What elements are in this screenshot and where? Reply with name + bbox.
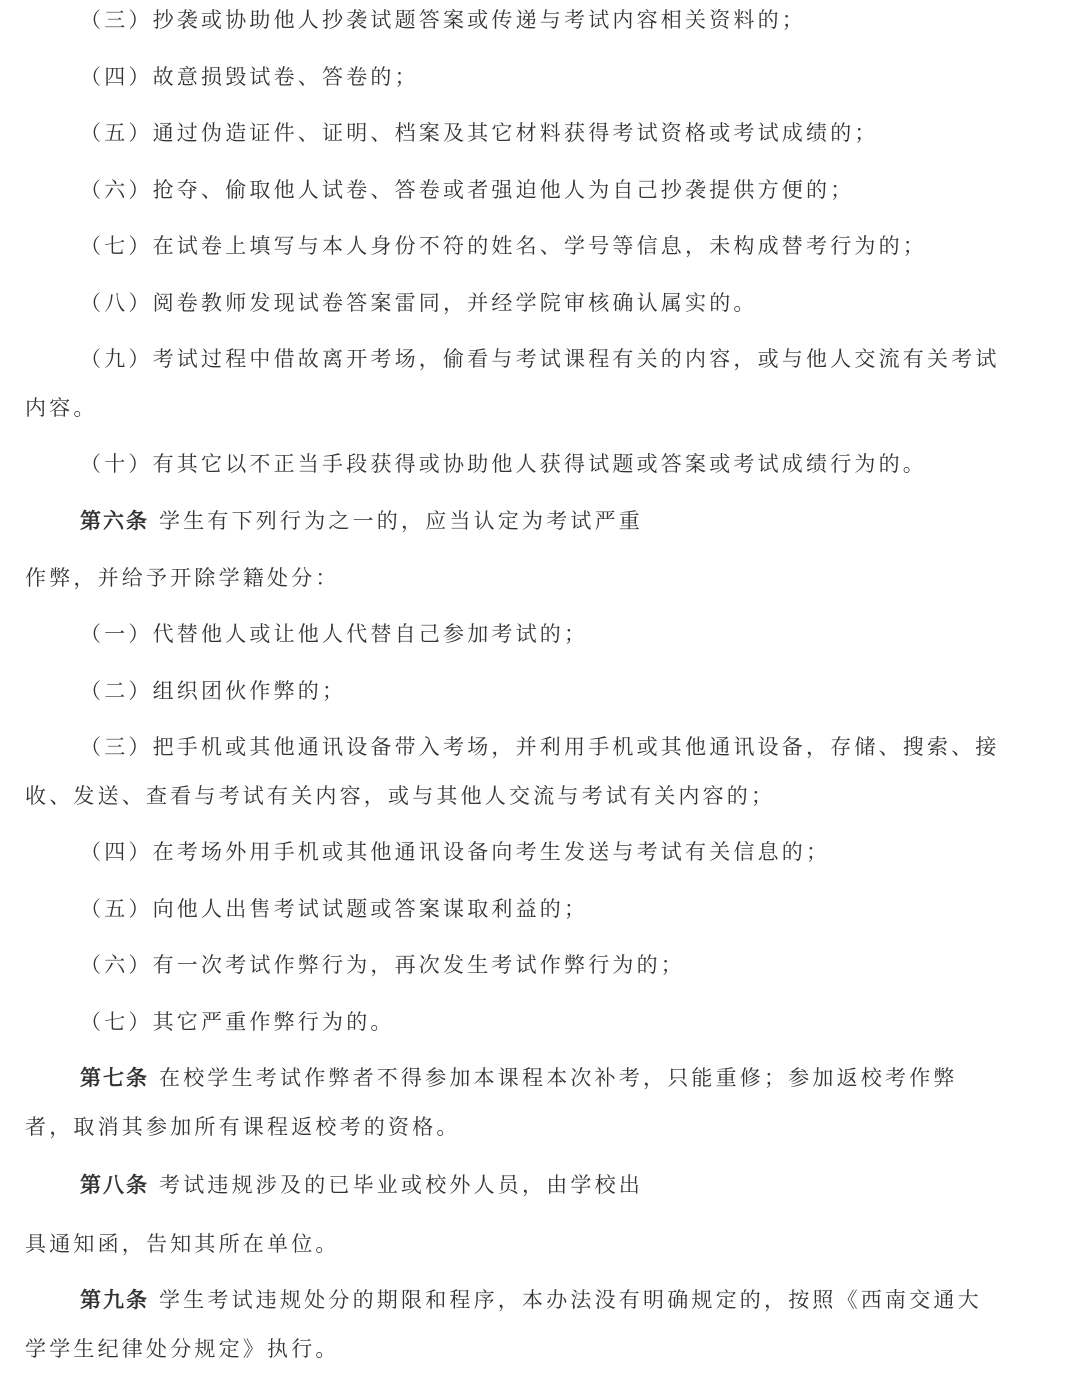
article-label: 第六条 — [80, 509, 149, 533]
list-item-continuation: 内容。 — [25, 396, 98, 420]
article-text: 考试违规涉及的已毕业或校外人员，由学校出 — [159, 1173, 643, 1197]
article-continuation: 作弊，并给予开除学籍处分： — [25, 566, 340, 590]
list-item: （六）有一次考试作弊行为，再次发生考试作弊行为的； — [80, 953, 685, 977]
list-item: （四）在考场外用手机或其他通讯设备向考生发送与考试有关信息的； — [80, 840, 831, 864]
article-continuation: 具通知函，告知其所在单位。 — [25, 1232, 340, 1256]
list-item: （五）通过伪造证件、证明、档案及其它材料获得考试资格或考试成绩的； — [80, 121, 879, 145]
list-item: （五）向他人出售考试试题或答案谋取利益的； — [80, 897, 589, 921]
article-paragraph — [80, 506, 643, 536]
list-item: （二）组织团伙作弊的； — [80, 679, 347, 703]
list-item: （八）阅卷教师发现试卷答案雷同，并经学院审核确认属实的。 — [80, 291, 758, 315]
article-continuation: 者，取消其参加所有课程返校考的资格。 — [25, 1115, 461, 1139]
article-paragraph — [80, 1063, 958, 1093]
article-continuation: 学学生纪律处分规定》执行。 — [25, 1337, 340, 1361]
article-text: 学生有下列行为之一的，应当认定为考试严重 — [159, 509, 643, 533]
article-label: 第八条 — [80, 1173, 149, 1197]
list-item: （六）抢夺、偷取他人试卷、答卷或者强迫他人为自己抄袭提供方便的； — [80, 178, 855, 202]
article-text: 在校学生考试作弊者不得参加本课程本次补考，只能重修；参加返校考作弊 — [159, 1066, 958, 1090]
list-item: （一）代替他人或让他人代替自己参加考试的； — [80, 622, 589, 646]
list-item-continuation: 收、发送、查看与考试有关内容，或与其他人交流与考试有关内容的； — [25, 784, 776, 808]
article-paragraph — [80, 1170, 643, 1200]
list-item: （四）故意损毁试卷、答卷的； — [80, 65, 419, 89]
article-label: 第七条 — [80, 1066, 149, 1090]
list-item: （九）考试过程中借故离开考场，偷看与考试课程有关的内容，或与他人交流有关考试 — [80, 347, 1000, 371]
list-item: （三）把手机或其他通讯设备带入考场，并利用手机或其他通讯设备，存储、搜索、接 — [80, 735, 1000, 759]
list-item: （三）抄袭或协助他人抄袭试题答案或传递与考试内容相关资料的； — [80, 8, 806, 32]
article-text: 学生考试违规处分的期限和程序，本办法没有明确规定的，按照《西南交通大 — [159, 1288, 982, 1312]
article-paragraph — [80, 1285, 982, 1315]
list-item: （十）有其它以不正当手段获得或协助他人获得试题或答案或考试成绩行为的。 — [80, 452, 927, 476]
article-label: 第九条 — [80, 1288, 149, 1312]
list-item: （七）其它严重作弊行为的。 — [80, 1010, 395, 1034]
list-item: （七）在试卷上填写与本人身份不符的姓名、学号等信息，未构成替考行为的； — [80, 234, 927, 258]
